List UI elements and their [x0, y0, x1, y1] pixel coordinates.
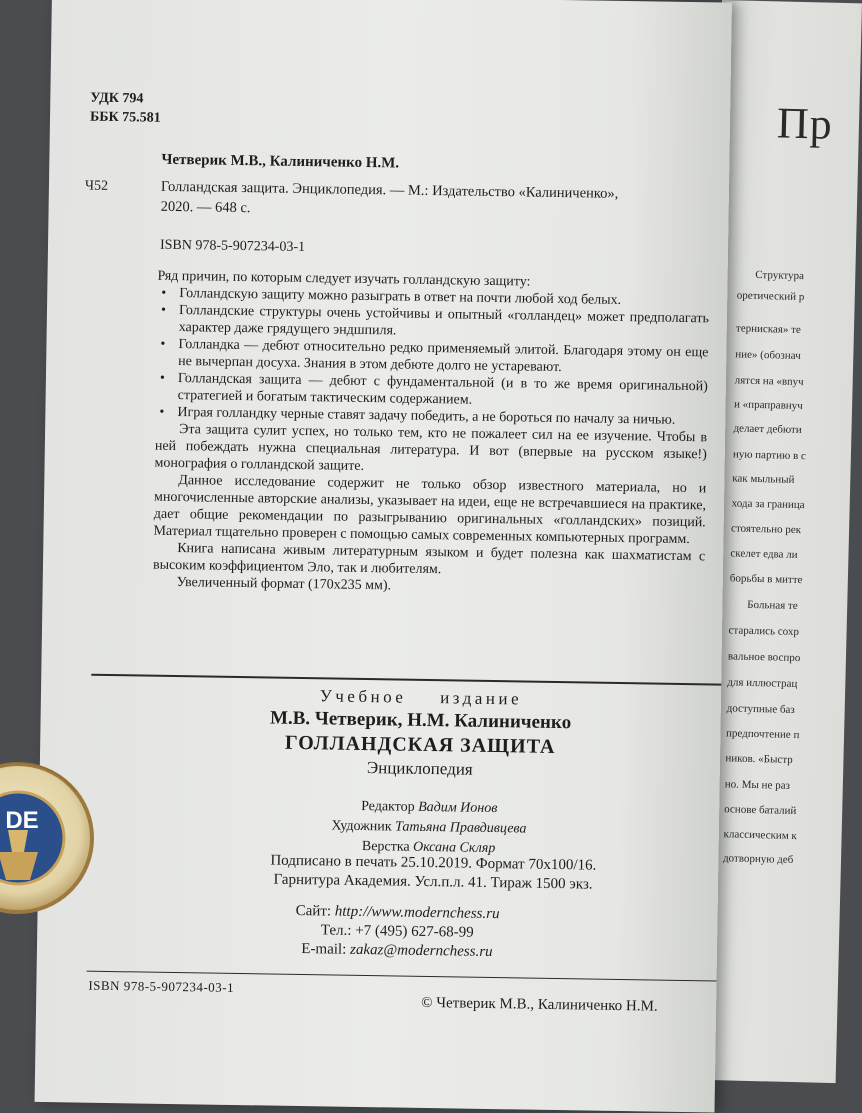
bullet-icon: •: [160, 336, 166, 352]
email-address: zakaz@modernchess.ru: [349, 941, 493, 961]
list-item-text: Голландка — дебют относительно редко применяемый элитой. Благодаря этому он еще не вычерпан досуха. Знания в этом дебюте долго не устаревают.: [178, 337, 709, 376]
facing-page-text: [722, 0, 862, 866]
bullet-icon: •: [159, 404, 165, 420]
facing-line: предпочтение п: [725, 727, 800, 742]
book-title: ГОЛЛАНДСКАЯ ЗАЩИТА: [284, 731, 556, 758]
artist-label: Художник: [331, 818, 392, 835]
editor-name: Вадим Ионов: [418, 799, 498, 817]
copyright: © Четверик М.В., Калиниченко Н.М.: [421, 994, 658, 1015]
editor-label: Редактор: [361, 798, 415, 815]
facing-line: и «праправнуч: [733, 398, 803, 413]
bibliographic-description: [160, 177, 721, 226]
facing-line: ние» (обознач: [735, 348, 801, 363]
facing-line: старались сохр: [728, 624, 800, 639]
print-line: Подписано в печать 25.10.2019. Формат 70x100/16.: [270, 852, 597, 874]
badge-text: DE: [5, 807, 39, 834]
annotation-paragraph: Данное исследование содержит не только обзор известного материала, но и многочисленные авторские анализы, указывает на идеи, еще не встречавшиеся на практике, дает общие рекомендации по разыгрыванию оригинальных «голландских» позиций. Материал тщательно проверен с помощью самых современных компьютерных программ.: [153, 473, 707, 548]
annotation-paragraph: Увеличенный формат (170х235 мм).: [176, 575, 392, 594]
facing-line: борьбы в митте: [729, 572, 803, 587]
facing-line: доступные баз: [726, 702, 795, 716]
facing-line: терниская» те: [735, 322, 802, 337]
publisher-contacts: [267, 902, 528, 963]
print-line: Гарнитура Академия. Усл.п.л. 41. Тираж 1500 экз.: [273, 871, 593, 893]
list-item-text: Голландские структуры очень устойчивы и опытный «голландец» может предполагать характер даже грядущего эндшпиля.: [178, 303, 710, 339]
facing-line: хода за граница: [731, 497, 805, 512]
artist-name: Татьяна Правдивцева: [394, 819, 527, 837]
site-label: Сайт:: [295, 902, 332, 920]
bbk-code: ББК 75.581: [89, 109, 161, 126]
authors-heading: Четверик М.В., Калиниченко Н.М.: [161, 151, 400, 172]
description-line: 2020. — 648 с.: [160, 198, 251, 217]
annotation: [153, 268, 710, 600]
site-line: [267, 902, 527, 925]
chess-club-badge-icon: [0, 752, 94, 924]
facing-line: вальное воспро: [727, 650, 801, 665]
facing-line: для иллюстрац: [727, 676, 798, 691]
edition-type: Учебное издание: [319, 686, 523, 709]
bullet-icon: •: [160, 302, 167, 318]
divider: [91, 674, 721, 685]
annotation-paragraph: Книга написана живым литературным языком и будет полезна как шахматистам с высоким коэффициентом Эло, так и любителям.: [152, 541, 706, 578]
layout-label: Верстка: [361, 838, 410, 855]
email-label: E-mail:: [301, 941, 347, 958]
imprint-page: [35, 0, 732, 1113]
udk-code: УДК 794: [90, 90, 144, 107]
facing-line: лятся на «вnyч: [734, 374, 804, 389]
bullet-icon: •: [161, 285, 167, 301]
site-url: http://www.modernchess.ru: [334, 903, 500, 923]
bullet-icon: •: [159, 370, 165, 386]
facing-line: Структура: [755, 268, 805, 283]
artist-credit: [309, 816, 549, 840]
staff-credits: [308, 796, 549, 860]
facing-line: как мыльный: [732, 472, 795, 486]
facing-line: но. Мы не раз: [724, 778, 791, 792]
list-item-text: Играя голландку черные ставят задачу победить, а не бороться по началу за ничью.: [177, 405, 676, 428]
facing-line: оретический р: [736, 289, 805, 304]
isbn-bottom: ISBN 978-5-907234-03-1: [88, 977, 235, 995]
facing-line: Больная те: [747, 598, 798, 613]
facing-line: основе баталий: [724, 803, 797, 818]
isbn-top: ISBN 978-5-907234-03-1: [159, 237, 306, 256]
facing-page-heading: Пр: [776, 98, 834, 149]
list-item-text: Голландскую защиту можно разыграть в ответ на почти любой ход белых.: [179, 286, 622, 308]
facing-line: дотворную деб: [722, 852, 794, 866]
facing-line: классическим к: [723, 828, 797, 843]
classification-codes: [90, 89, 161, 128]
facing-line: скелет едва ли: [730, 547, 798, 562]
reasons-list: [155, 285, 709, 430]
print-details: [238, 851, 629, 895]
facing-line: ную партию в с: [732, 448, 806, 463]
annotation-intro: Ряд причин, по которым следует изучать голландскую защиту:: [157, 268, 531, 290]
annotation-paragraph: Эта защита сулит успех, но только тем, кто не пожалеет сил на ее изучение. Чтобы в ней побеждать нужна специальная литература. И вот (впервые на русском языке!) монография о голландской защите.: [154, 422, 708, 474]
book-subtitle: Энциклопедия: [366, 758, 473, 779]
imprint-authors: М.В. Четверик, Н.М. Калиниченко: [269, 707, 572, 734]
facing-line: делает дебюти: [733, 422, 802, 437]
phone-line: Тел.: +7 (495) 627-68-99: [320, 922, 474, 941]
facing-line: ников. «Быстр: [725, 752, 793, 766]
author-sign: Ч52: [84, 178, 109, 194]
layout-name: Оксана Скляр: [412, 839, 496, 857]
list-item-text: Голландская защита — дебют с фундаментальной (и в то же время оригинальной) стратегией и богатым тактическим содержанием.: [177, 371, 708, 408]
description-line: Голландская защита. Энциклопедия. — М.: Издательство «Калиниченко»,: [160, 178, 619, 202]
facing-line: стоятельно рек: [730, 522, 802, 537]
email-line: [267, 939, 527, 962]
